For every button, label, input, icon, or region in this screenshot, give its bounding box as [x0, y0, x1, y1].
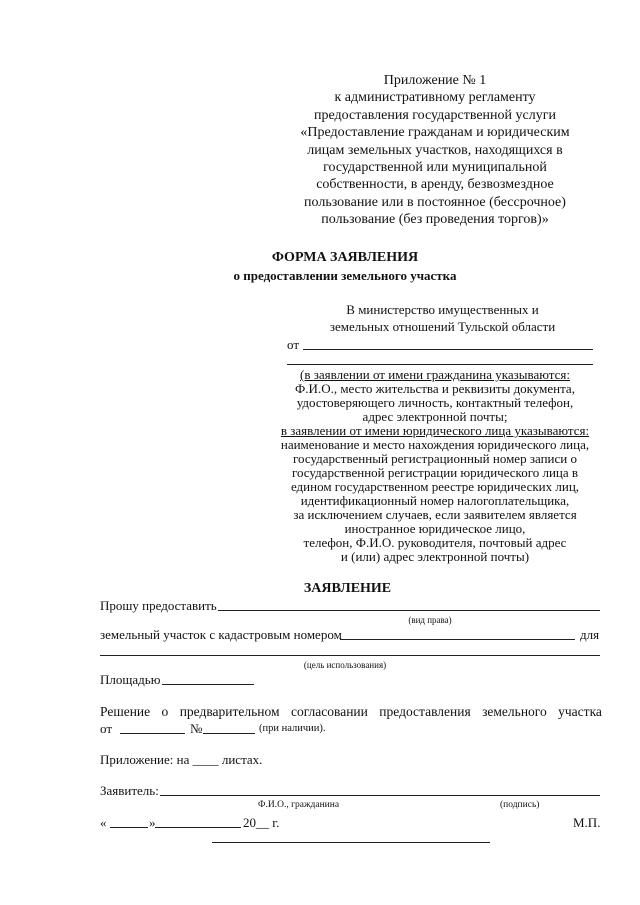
- applicant-label: Заявитель:: [100, 783, 159, 798]
- legal-note-line: идентификационный номер налогоплательщика,: [300, 493, 570, 508]
- area-field[interactable]: [162, 684, 254, 685]
- decision-word: Решение: [100, 704, 151, 719]
- form-title: ФОРМА ЗАЯВЛЕНИЯ: [271, 250, 419, 265]
- citizen-header: (в заявлении от имени гражданина указываются:: [300, 367, 570, 382]
- decision-from-label: от: [100, 721, 113, 736]
- citizen-note-line: адрес электронной почты;: [362, 409, 508, 424]
- decision-number-field[interactable]: [203, 733, 255, 734]
- date-day-field[interactable]: [110, 827, 148, 828]
- for-label: для: [580, 627, 600, 642]
- decision-word: участка: [558, 704, 602, 719]
- appendix-line: к административному регламенту: [334, 90, 536, 106]
- appendix-line: пользование (без проведения торгов)»: [321, 212, 549, 228]
- appendix-line: лицам земельных участков, находящихся в: [307, 142, 563, 158]
- legal-note-line: и (или) адрес электронной почты): [340, 549, 530, 564]
- appendix-line: государственной или муниципальной: [323, 160, 547, 176]
- attachment-text: Приложение: на ____ листах.: [100, 752, 263, 767]
- cadastral-label: земельный участок с кадастровым номером: [100, 627, 342, 642]
- purpose-hint: (цель использования): [303, 660, 387, 670]
- appendix-line: пользование или в постоянное (бессрочное): [304, 194, 566, 210]
- area-label: Площадью: [100, 672, 161, 687]
- purpose-field[interactable]: [100, 655, 600, 656]
- legal-note-line: наименование и место нахождения юридического лица,: [280, 437, 590, 452]
- decision-word: предоставления: [379, 704, 471, 719]
- decision-word: о: [161, 704, 169, 719]
- appendix-line: предоставления государственной услуги: [314, 107, 556, 123]
- legal-note-line: едином государственном реестре юридических лиц,: [290, 479, 580, 494]
- citizen-note-line: удостоверяющего личность, контактный телефон,: [296, 395, 574, 410]
- fio-hint: Ф.И.О., гражданина: [258, 800, 340, 810]
- addressee-line: земельных отношений Тульской области: [329, 319, 556, 334]
- applicant-notes: [265, 368, 605, 564]
- legal-note-line: государственный регистрационный номер записи о: [293, 451, 577, 466]
- decision-word: земельного: [482, 704, 547, 719]
- date-year: 20__ г.: [243, 815, 280, 830]
- legal-note-line: за исключением случаев, если заявителем является: [293, 507, 577, 522]
- decision-hint: (при наличии).: [259, 723, 326, 734]
- statement-title: ЗАЯВЛЕНИЕ: [303, 581, 392, 596]
- form-subtitle: о предоставлении земельного участка: [233, 268, 457, 283]
- legal-note-line: телефон, Ф.И.О. руководителя, почтовый адрес: [303, 535, 567, 550]
- right-type-hint: (вид права): [408, 615, 452, 625]
- from-field-2[interactable]: [287, 364, 593, 365]
- appendix-line: Приложение № 1: [383, 73, 487, 88]
- date-month-field[interactable]: [155, 827, 241, 828]
- decision-number-label: №: [190, 721, 203, 736]
- right-type-field[interactable]: [218, 610, 600, 611]
- legal-note-line: иностранное юридическое лицо,: [344, 521, 526, 536]
- appendix-line: собственности, в аренду, безвозмездное: [316, 177, 554, 193]
- request-label: Прошу предоставить: [100, 598, 217, 613]
- date-open-quote: «: [100, 815, 107, 830]
- legal-note-line: государственной регистрации юридического лица в: [291, 465, 579, 480]
- appendix-header: [270, 72, 600, 229]
- signature-hint: (подпись): [500, 800, 540, 810]
- cadastral-number-field[interactable]: [340, 639, 575, 640]
- date-close-quote: »: [149, 815, 156, 830]
- from-label: от: [287, 337, 300, 352]
- appendix-line: «Предоставление гражданам и юридическим: [300, 125, 570, 141]
- applicant-field[interactable]: [160, 795, 600, 796]
- citizen-note-line: Ф.И.О., место жительства и реквизиты документа,: [295, 381, 575, 396]
- decision-word: предварительном: [179, 704, 280, 719]
- decision-date-field[interactable]: [120, 733, 185, 734]
- decision-word: согласовании: [290, 704, 368, 719]
- stamp-label: М.П.: [573, 815, 601, 830]
- legal-header: в заявлении от имени юридического лица указываются:: [280, 423, 590, 438]
- bottom-separator: [212, 842, 490, 843]
- from-field[interactable]: [303, 349, 593, 350]
- decision-line: [100, 704, 602, 720]
- addressee-line: В министерство имущественных и: [346, 302, 539, 317]
